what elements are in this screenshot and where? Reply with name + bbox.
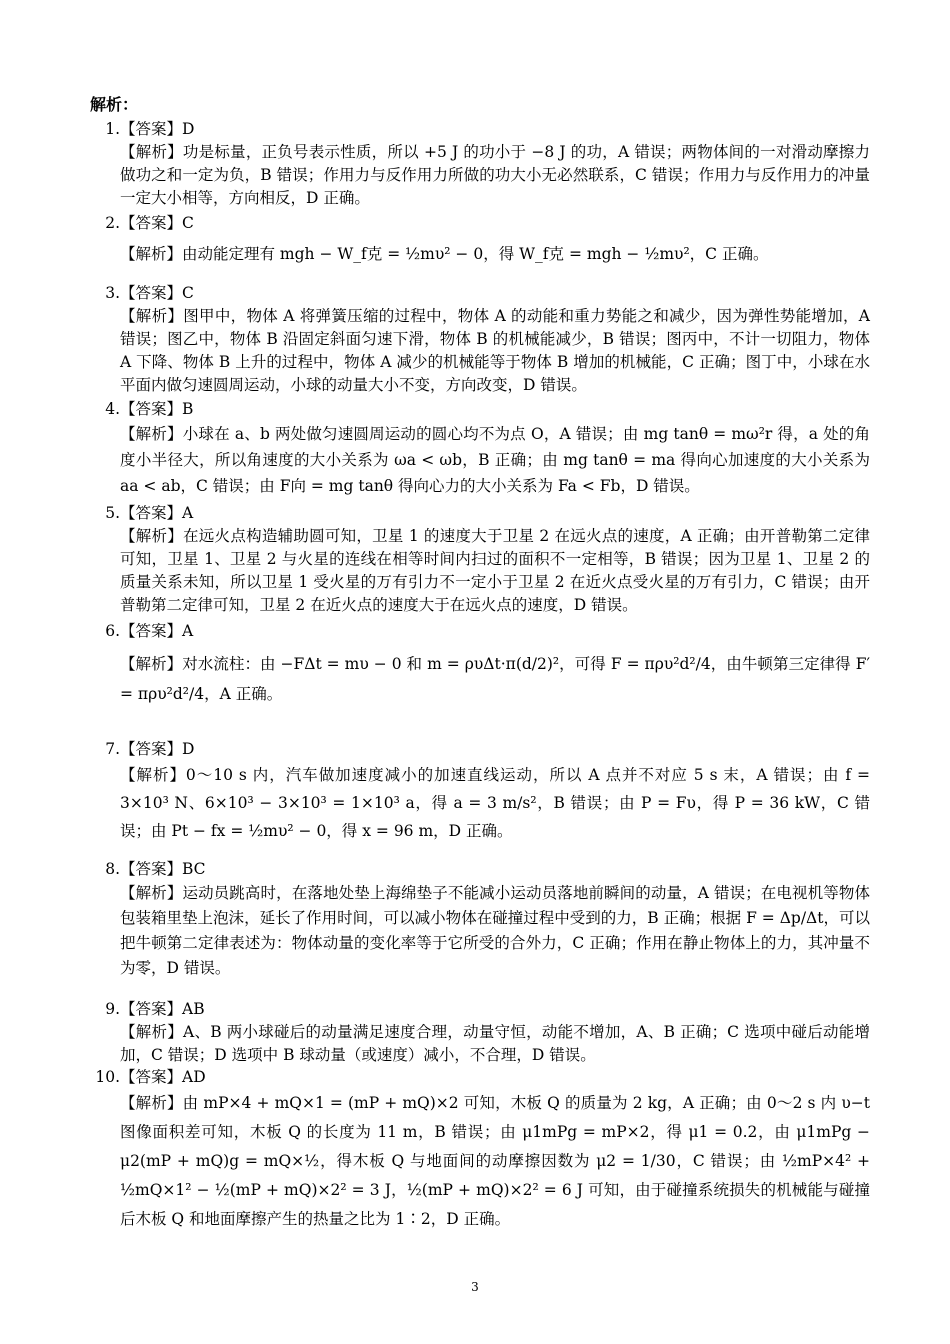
answer-item-2 bbox=[90, 212, 870, 266]
item-explanation: 【解析】运动员跳高时，在落地处垫上海绵垫子不能减小运动员落地前瞬间的动量，A 错误；在电视机等物体包装箱里垫上泡沫，延长了作用时间，可以减小物体在碰撞过程中受到的力，B 正确；根据 F = Δp/Δt，可以把牛顿第二定律表述为：物体动量的变化率等于它所受的合外力，C 正确；作用在静止物体上的力，其冲量不为零，D 错误。 bbox=[120, 884, 870, 977]
item-answer: 【答案】D bbox=[120, 120, 195, 138]
answer-item-8 bbox=[90, 858, 870, 981]
item-explanation: 【解析】由 mP×4 + mQ×1 = (mP + mQ)×2 可知，木板 Q 的质量为 2 kg，A 正确；由 0～2 s 内 υ−t 图像面积差可知，木板 Q 的长度为 11 m，B 错误；由 μ1mPg = mP×2，得 μ1 = 0.2，由 μ1mPg − μ2(mP + mQ)g = mQ×½，得木板 Q 与地面间的动摩擦因数为 μ2 = 1/30，C 错误；由 ½mP×4² + ½mQ×1² − ½(mP + mQ)×2² = 3 J，½(mP + mQ)×2² = 6 J 可知，由于碰撞系统损失的机械能与碰撞后木板 Q 和地面摩擦产生的热量之比为 1∶2，D 正确。 bbox=[120, 1094, 871, 1228]
answer-item-3 bbox=[90, 282, 870, 397]
answer-item-7 bbox=[90, 738, 870, 845]
item-answer: 【答案】C bbox=[120, 284, 194, 302]
item-number: 6. bbox=[105, 622, 120, 640]
item-number: 9. bbox=[105, 1000, 120, 1018]
item-number: 8. bbox=[105, 860, 120, 878]
item-answer: 【答案】A bbox=[120, 504, 194, 522]
item-explanation: 【解析】A、B 两小球碰后的动量满足速度合理，动量守恒，动能不增加，A、B 正确；C 选项中碰后动能增加，C 错误；D 选项中 B 球动量（或速度）减小，不合理，D 错误。 bbox=[120, 1023, 870, 1064]
answer-item-9 bbox=[90, 998, 870, 1067]
item-explanation: 【解析】由动能定理有 mgh − W_f克 = ½mυ² − 0，得 W_f克 = mgh − ½mυ²，C 正确。 bbox=[120, 245, 769, 263]
item-explanation: 【解析】对水流柱：由 −FΔt = mυ − 0 和 m = ρυΔt·π(d/2)²，可得 F = πρυ²d²/4，由牛顿第三定律得 F′ = πρυ²d²/4，A 正确。 bbox=[120, 655, 870, 703]
item-explanation: 【解析】小球在 a、b 两处做匀速圆周运动的圆心均不为点 O，A 错误；由 mg tanθ = mω²r 得，a 处的角度小半径大，所以角速度的大小关系为 ωa < ωb，B 正确；由 mg tanθ = ma 得向心加速度的大小关系为 aa < ab，C 错误；由 F向 = mg tanθ 得向心力的大小关系为 Fa < Fb，D 错误。 bbox=[120, 425, 870, 495]
answer-item-1 bbox=[90, 118, 870, 210]
item-explanation: 【解析】图甲中，物体 A 将弹簧压缩的过程中，物体 A 的动能和重力势能之和减少，因为弹性势能增加，A 错误；图乙中，物体 B 沿固定斜面匀速下滑，物体 B 的机械能减少，B 错误；图丙中，不计一切阻力，物体 A 下降、物体 B 上升的过程中，物体 A 减少的机械能等于物体 B 增加的机械能，C 正确；图丁中，小球在水平面内做匀速圆周运动，小球的动量大小不变，方向改变，D 错误。 bbox=[120, 307, 870, 394]
item-answer: 【答案】AD bbox=[120, 1068, 206, 1086]
item-answer: 【答案】D bbox=[120, 740, 195, 758]
item-explanation: 【解析】在远火点构造辅助圆可知，卫星 1 的速度大于卫星 2 在远火点的速度，A 正确；由开普勒第二定律可知，卫星 1、卫星 2 与火星的连线在相等时间内扫过的面积不一定相等，B 错误；因为卫星 1、卫星 2 的质量关系未知，所以卫星 1 受火星的万有引力不一定小于卫星 2 在近火点受火星的万有引力，C 错误；由开普勒第二定律可知，卫星 2 在近火点的速度大于在远火点的速度，D 错误。 bbox=[120, 527, 870, 614]
answer-item-6 bbox=[90, 620, 870, 709]
item-answer: 【答案】BC bbox=[120, 860, 206, 878]
answer-item-5 bbox=[90, 502, 870, 617]
item-explanation: 【解析】0～10 s 内，汽车做加速度减小的加速直线运动，所以 A 点并不对应 5 s 末，A 错误；由 f = 3×10³ N、6×10³ − 3×10³ = 1×10³ a，得 a = 3 m/s²，B 错误；由 P = Fυ，得 P = 36 kW，C 错误；由 Pt − fx = ½mυ² − 0，得 x = 96 m，D 正确。 bbox=[120, 766, 870, 840]
item-answer: 【答案】AB bbox=[120, 1000, 205, 1018]
answer-item-10 bbox=[90, 1066, 870, 1234]
item-explanation: 【解析】功是标量，正负号表示性质，所以 +5 J 的功小于 −8 J 的功，A 错误；两物体间的一对滑动摩擦力做功之和一定为负，B 错误；作用力与反作用力所做的功大小无必然联系，C 错误；作用力与反作用力的冲量一定大小相等，方向相反，D 正确。 bbox=[120, 143, 870, 207]
item-number: 7. bbox=[105, 740, 120, 758]
item-number: 3. bbox=[105, 284, 120, 302]
item-answer: 【答案】A bbox=[120, 622, 194, 640]
item-number: 5. bbox=[105, 504, 120, 522]
item-number: 2. bbox=[105, 214, 120, 232]
answer-item-4 bbox=[90, 398, 870, 499]
item-answer: 【答案】B bbox=[120, 400, 194, 418]
section-heading: 解析： bbox=[90, 95, 139, 114]
item-number: 4. bbox=[105, 400, 120, 418]
page-number: 3 bbox=[471, 1280, 479, 1294]
item-number: 1. bbox=[105, 120, 120, 138]
item-number: 10. bbox=[95, 1068, 120, 1086]
item-answer: 【答案】C bbox=[120, 214, 194, 232]
